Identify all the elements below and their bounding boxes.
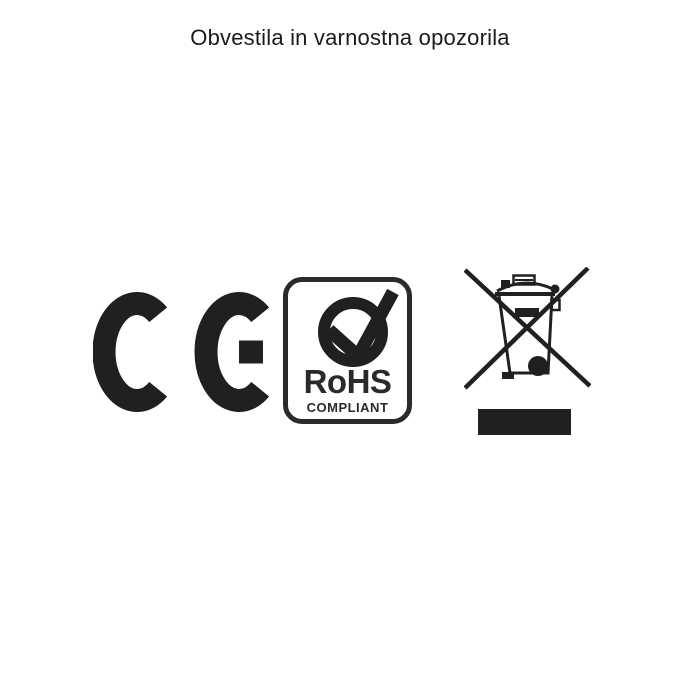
weee-black-bar — [478, 409, 571, 435]
bin-body-bar — [515, 308, 539, 317]
ce-marking-icon — [93, 292, 271, 412]
page-title: Obvestila in varnostna opozorila — [190, 25, 510, 50]
bin-lid-left-knob — [501, 280, 510, 288]
bin-wheel — [528, 356, 548, 376]
weee-crossed-out-bin-icon — [464, 267, 591, 437]
ce-letter-c — [104, 304, 158, 401]
check-circle-icon — [289, 286, 407, 370]
rohs-title: RoHS — [303, 363, 392, 400]
rohs-subtitle: COMPLIANT — [306, 400, 389, 415]
bin-foot — [502, 372, 514, 379]
rohs-compliant-badge — [283, 277, 412, 424]
